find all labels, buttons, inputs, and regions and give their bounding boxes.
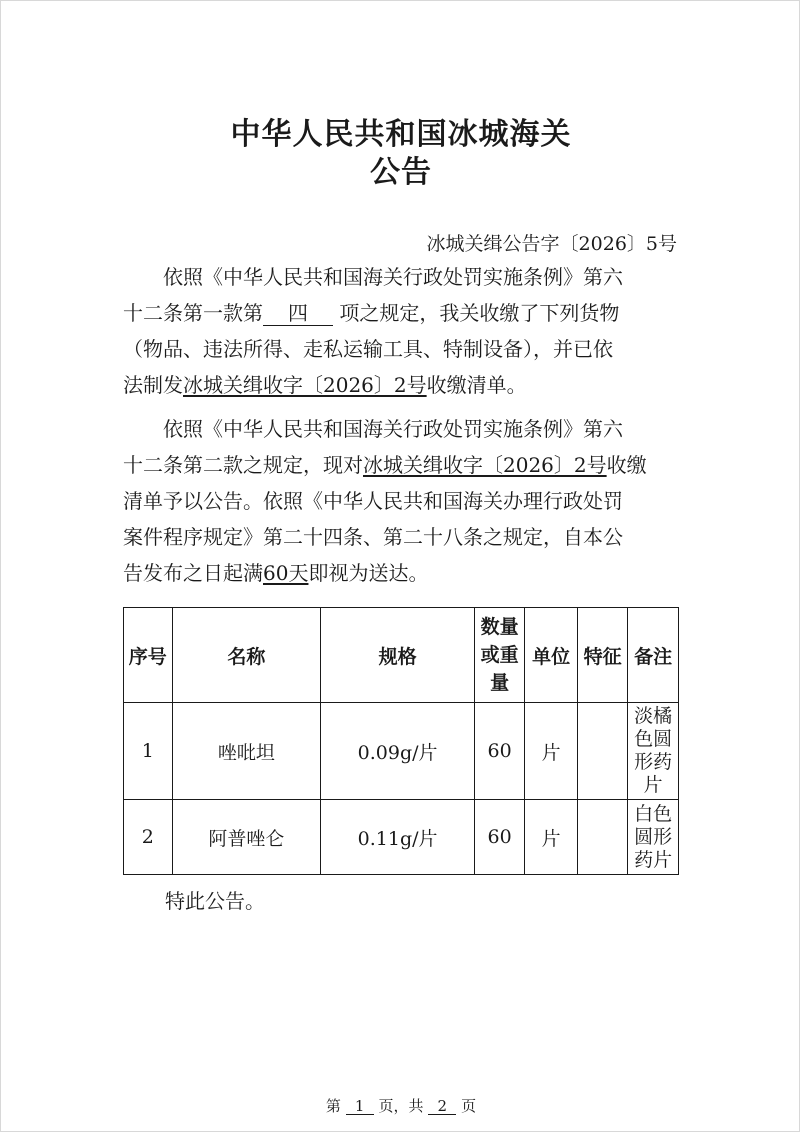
service-period: 60天 [263,561,309,585]
paragraph-1-line-1: 依照《中华人民共和国海关行政处罚实施条例》第六 [163,265,623,289]
header-feature: 特征 [577,608,627,703]
table-row [124,800,679,875]
footer-text: 页 [461,1097,477,1115]
paragraph-2 [123,411,679,591]
remark-line: 白色 [634,802,673,825]
text-segment: 收缴 [606,453,647,477]
paragraph-2-line-1: 依照《中华人民共和国海关行政处罚实施条例》第六 [163,417,623,441]
paragraph-2-line-4: 案件程序规定》第二十四条、第二十八条之规定，自本公 [123,525,623,549]
text-segment: 十二条第二款之规定，现对 [123,453,363,477]
cell-remark [628,703,679,800]
header-quantity [474,608,525,703]
header-quantity-line: 量 [490,672,510,694]
text-segment: 告发布之日起满 [123,561,263,585]
cell-name: 唑吡坦 [172,703,321,800]
cell-quantity: 60 [474,703,525,800]
document-number: 冰城关缉公告字〔2026〕5号 [426,233,677,255]
receipt-number: 冰城关缉收字〔2026〕2号 [363,453,607,477]
cell-seq: 1 [124,703,173,800]
cell-unit: 片 [525,703,577,800]
header-quantity-line: 数量 [480,616,519,638]
cell-unit: 片 [525,800,577,875]
table-row [124,703,679,800]
remark-line: 片 [643,774,663,796]
header-spec: 规格 [321,608,474,703]
header-unit: 单位 [525,608,577,703]
footer-text: 页，共 [378,1097,424,1115]
header-seq: 序号 [124,608,173,703]
total-page-number: 2 [428,1098,456,1115]
remark-line: 圆形 [634,825,673,848]
remark-line: 色圆 [634,728,673,750]
remark-line: 药片 [634,848,673,871]
text-segment: 法制发 [123,373,183,397]
remark-line: 形药 [634,751,673,773]
cell-feature [577,800,627,875]
item-number-blank: 四 [263,301,333,326]
cell-name: 阿普唑仑 [172,800,321,875]
cell-remark [628,800,679,875]
paragraph-1 [123,259,679,403]
cell-seq: 2 [124,800,173,875]
cell-quantity: 60 [474,800,525,875]
header-remark: 备注 [628,608,679,703]
remark-line: 淡橘 [634,705,673,727]
paragraph-1-line-2 [123,295,679,331]
closing-text: 特此公告。 [165,889,265,913]
paragraph-2-line-3: 清单予以公告。依照《中华人民共和国海关办理行政处罚 [123,489,623,513]
footer-text: 第 [325,1097,341,1115]
text-segment: 项之规定，我关收缴了下列货物 [339,301,620,325]
receipt-number: 冰城关缉收字〔2026〕2号 [183,373,427,397]
paragraph-1-line-4 [123,367,679,403]
current-page-number: 1 [346,1098,374,1115]
text-segment: 十二条第一款第 [123,301,263,325]
text-segment: 收缴清单。 [426,373,527,397]
header-quantity-line: 或重 [480,644,519,666]
paragraph-2-line-2 [123,447,679,483]
cell-feature [577,703,627,800]
header-name: 名称 [172,608,321,703]
page-footer [1,1095,800,1116]
table-header-row [124,608,679,703]
confiscated-goods-table [123,607,679,875]
text-segment: 即视为送达。 [308,561,429,585]
cell-spec: 0.09g/片 [321,703,474,800]
cell-spec: 0.11g/片 [321,800,474,875]
document-subtitle: 公告 [370,155,432,190]
document-title: 中华人民共和国冰城海关 [230,117,572,152]
paragraph-2-line-5 [123,555,679,591]
paragraph-1-line-3: （物品、违法所得、走私运输工具、特制设备），并已依 [123,337,613,361]
